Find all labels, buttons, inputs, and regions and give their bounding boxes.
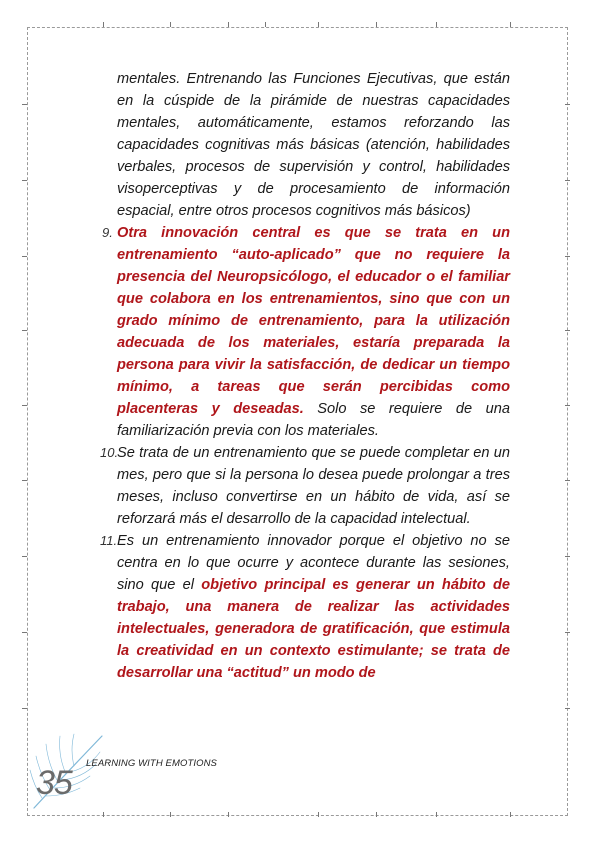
- item-text: Es un entrenamiento innovador porque el objetivo no se centra en lo que ocurre y acontece durante las sesiones, sino que el: [117, 533, 510, 593]
- body-text: [102, 68, 510, 684]
- list-item-9: [102, 222, 510, 442]
- list-number: 11.: [100, 533, 118, 548]
- list-item-10: [102, 442, 510, 530]
- list-item-11: [102, 530, 510, 684]
- highlight-text: Otra innovación central es que se trata en un entrenamiento “auto-aplicado” que no requiere la presencia del Neuropsicólogo, el educador o el familiar que colabora en los entrenamientos, sino que con un grado mínimo de entrenamiento, para la utilización adecuada de los materiales, estaría preparada la persona para vivir la satisfacción, de dedicar un tiempo mínimo, a tareas que serán percibidas como placenteras y deseadas.: [117, 225, 510, 417]
- list-number: 10.: [100, 445, 119, 460]
- item-text: Solo se requiere de una familiarización previa con los materiales.: [117, 401, 510, 439]
- item-text: Se trata de un entrenamiento que se puede completar en un mes, pero que si la persona lo desea puede prolongar a tres meses, incluso convertirse en un hábito de vida, así se reforzará más el desarrollo de la capacidad intelectual.: [117, 445, 510, 527]
- running-title: LEARNING WITH EMOTIONS: [86, 758, 217, 769]
- page-number: 35: [36, 764, 72, 802]
- continuation-paragraph: mentales. Entrenando las Funciones Ejecutivas, que están en la cúspide de la pirámide de nuestras capacidades mentales, automáticamente, estamos reforzando las capacidades cognitivas más básicas (atención, habilidades verbales, procesos de supervisión y control, habilidades visoperceptivas y de procesamiento de información espacial, entre otros procesos cognitivos más básicos): [117, 71, 510, 219]
- highlight-text: objetivo principal es generar un hábito de trabajo, una manera de realizar las actividades intelectuales, generadora de gratificación, que estimula la creatividad en un contexto estimulante; se trata de desarrollar una “actitud” un modo de: [117, 577, 510, 681]
- list-number: 9.: [102, 225, 113, 240]
